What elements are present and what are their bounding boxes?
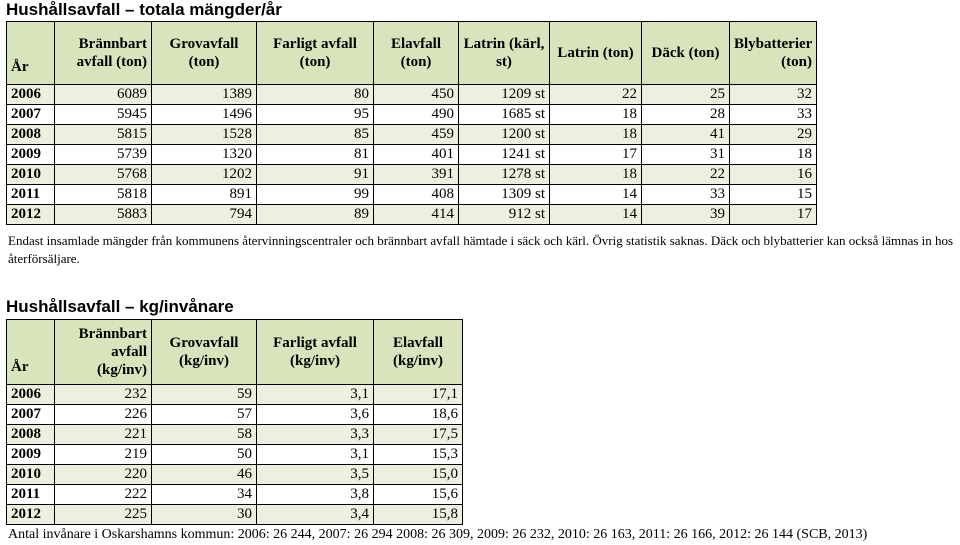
table-row [7, 485, 463, 505]
table-cell: 95 [257, 105, 374, 125]
col-header-year: År [7, 320, 55, 385]
table-cell: 219 [55, 445, 152, 465]
table-cell: 1320 [152, 145, 257, 165]
table-cell: 91 [257, 165, 374, 185]
col-header-farligt: Farligt avfall (ton) [257, 22, 374, 85]
table-row [7, 105, 817, 125]
table-cell: 46 [152, 465, 257, 485]
col-header-year: År [7, 22, 55, 85]
table1-note: Endast insamlade mängder från kommunens återvinningscentraler och brännbart avfall hämtade i säck och kärl. Övrig statistik saknas. Däck och blybatterier kan också lämnas in hos återförsäljare. [8, 233, 954, 266]
table-cell: 14 [550, 205, 642, 225]
table-cell: 50 [152, 445, 257, 465]
table-row [7, 505, 463, 525]
table-row [7, 185, 817, 205]
table-cell: 1389 [152, 85, 257, 105]
table-cell: 34 [152, 485, 257, 505]
table-row [7, 205, 817, 225]
year-cell: 2009 [7, 145, 55, 165]
table-cell: 16 [730, 165, 817, 185]
table-cell: 80 [257, 85, 374, 105]
table2-title: Hushållsavfall – kg/invånare [6, 297, 234, 316]
table-cell: 1202 [152, 165, 257, 185]
table-row [7, 85, 817, 105]
table-cell: 221 [55, 425, 152, 445]
table-cell: 18 [550, 105, 642, 125]
table-cell: 89 [257, 205, 374, 225]
table-cell: 3,1 [257, 385, 374, 405]
table-cell: 1200 st [459, 125, 550, 145]
year-cell: 2006 [7, 85, 55, 105]
year-cell: 2011 [7, 485, 55, 505]
table-cell: 1209 st [459, 85, 550, 105]
table-cell: 85 [257, 125, 374, 145]
col-header-brannbart: Brännbart avfall (ton) [55, 22, 152, 85]
table-row [7, 165, 817, 185]
table-cell: 14 [550, 185, 642, 205]
table-cell: 891 [152, 185, 257, 205]
table-cell: 81 [257, 145, 374, 165]
table-cell: 912 st [459, 205, 550, 225]
col-header-elavfall: Elavfall (kg/inv) [374, 320, 463, 385]
table-cell: 1278 st [459, 165, 550, 185]
totals-table [6, 21, 817, 225]
table-cell: 3,3 [257, 425, 374, 445]
table-cell: 1309 st [459, 185, 550, 205]
table-cell: 39 [642, 205, 730, 225]
table-cell: 225 [55, 505, 152, 525]
col-header-dack: Däck (ton) [642, 22, 730, 85]
table-cell: 3,1 [257, 445, 374, 465]
table-cell: 28 [642, 105, 730, 125]
table-cell: 226 [55, 405, 152, 425]
table-cell: 15,0 [374, 465, 463, 485]
table-cell: 59 [152, 385, 257, 405]
table-cell: 6089 [55, 85, 152, 105]
table-cell: 1241 st [459, 145, 550, 165]
table-cell: 18,6 [374, 405, 463, 425]
col-header-grovavfall: Grovavfall (kg/inv) [152, 320, 257, 385]
table-cell: 220 [55, 465, 152, 485]
col-header-grovavfall: Grovavfall (ton) [152, 22, 257, 85]
table2-note: Antal invånare i Oskarshamns kommun: 2006: 26 244, 2007: 26 294 2008: 26 309, 2009: 26 232, 2010: 26 163, 2011: 26 166, 2012: 26 144 (SCB, 2013) [8, 527, 868, 542]
table-cell: 3,4 [257, 505, 374, 525]
table-cell: 5818 [55, 185, 152, 205]
table-cell: 459 [374, 125, 459, 145]
year-cell: 2007 [7, 105, 55, 125]
table-cell: 22 [642, 165, 730, 185]
table-cell: 222 [55, 485, 152, 505]
table-cell: 1685 st [459, 105, 550, 125]
table-cell: 17,1 [374, 385, 463, 405]
table-cell: 1496 [152, 105, 257, 125]
year-cell: 2007 [7, 405, 55, 425]
year-cell: 2010 [7, 465, 55, 485]
table-cell: 32 [730, 85, 817, 105]
table-row [7, 465, 463, 485]
table-row [7, 445, 463, 465]
table1-title: Hushållsavfall – totala mängder/år [6, 0, 282, 19]
col-header-elavfall: Elavfall (ton) [374, 22, 459, 85]
table-cell: 33 [642, 185, 730, 205]
table-cell: 17 [730, 205, 817, 225]
table-cell: 18 [730, 145, 817, 165]
per-capita-table [6, 319, 463, 525]
table-cell: 3,8 [257, 485, 374, 505]
table-cell: 29 [730, 125, 817, 145]
table-cell: 5883 [55, 205, 152, 225]
table-cell: 490 [374, 105, 459, 125]
table-cell: 5815 [55, 125, 152, 145]
table-cell: 15 [730, 185, 817, 205]
table-cell: 58 [152, 425, 257, 445]
table-row [7, 425, 463, 445]
table-cell: 18 [550, 125, 642, 145]
table-row [7, 145, 817, 165]
table-cell: 15,6 [374, 485, 463, 505]
year-cell: 2010 [7, 165, 55, 185]
table-cell: 401 [374, 145, 459, 165]
table-cell: 391 [374, 165, 459, 185]
table-cell: 15,3 [374, 445, 463, 465]
col-header-blybatterier: Blybatterier (ton) [730, 22, 817, 85]
table-row [7, 405, 463, 425]
table-cell: 41 [642, 125, 730, 145]
year-cell: 2011 [7, 185, 55, 205]
table-cell: 450 [374, 85, 459, 105]
year-cell: 2008 [7, 425, 55, 445]
year-cell: 2008 [7, 125, 55, 145]
table-cell: 1528 [152, 125, 257, 145]
table-cell: 57 [152, 405, 257, 425]
col-header-latrin-st: Latrin (kärl, st) [459, 22, 550, 85]
table-cell: 3,6 [257, 405, 374, 425]
table-cell: 794 [152, 205, 257, 225]
table-cell: 232 [55, 385, 152, 405]
table-cell: 5768 [55, 165, 152, 185]
table-cell: 22 [550, 85, 642, 105]
table-cell: 31 [642, 145, 730, 165]
table-cell: 30 [152, 505, 257, 525]
col-header-brannbart: Brännbart avfall (kg/inv) [55, 320, 152, 385]
year-cell: 2006 [7, 385, 55, 405]
year-cell: 2012 [7, 205, 55, 225]
table-cell: 5739 [55, 145, 152, 165]
col-header-farligt: Farligt avfall (kg/inv) [257, 320, 374, 385]
col-header-latrin-ton: Latrin (ton) [550, 22, 642, 85]
year-cell: 2012 [7, 505, 55, 525]
table-cell: 99 [257, 185, 374, 205]
table-cell: 414 [374, 205, 459, 225]
table-cell: 25 [642, 85, 730, 105]
table-cell: 18 [550, 165, 642, 185]
table-cell: 15,8 [374, 505, 463, 525]
table-cell: 3,5 [257, 465, 374, 485]
table-row [7, 385, 463, 405]
table-cell: 33 [730, 105, 817, 125]
table-row [7, 125, 817, 145]
year-cell: 2009 [7, 445, 55, 465]
table-cell: 408 [374, 185, 459, 205]
table-cell: 17,5 [374, 425, 463, 445]
table-cell: 5945 [55, 105, 152, 125]
table-cell: 17 [550, 145, 642, 165]
